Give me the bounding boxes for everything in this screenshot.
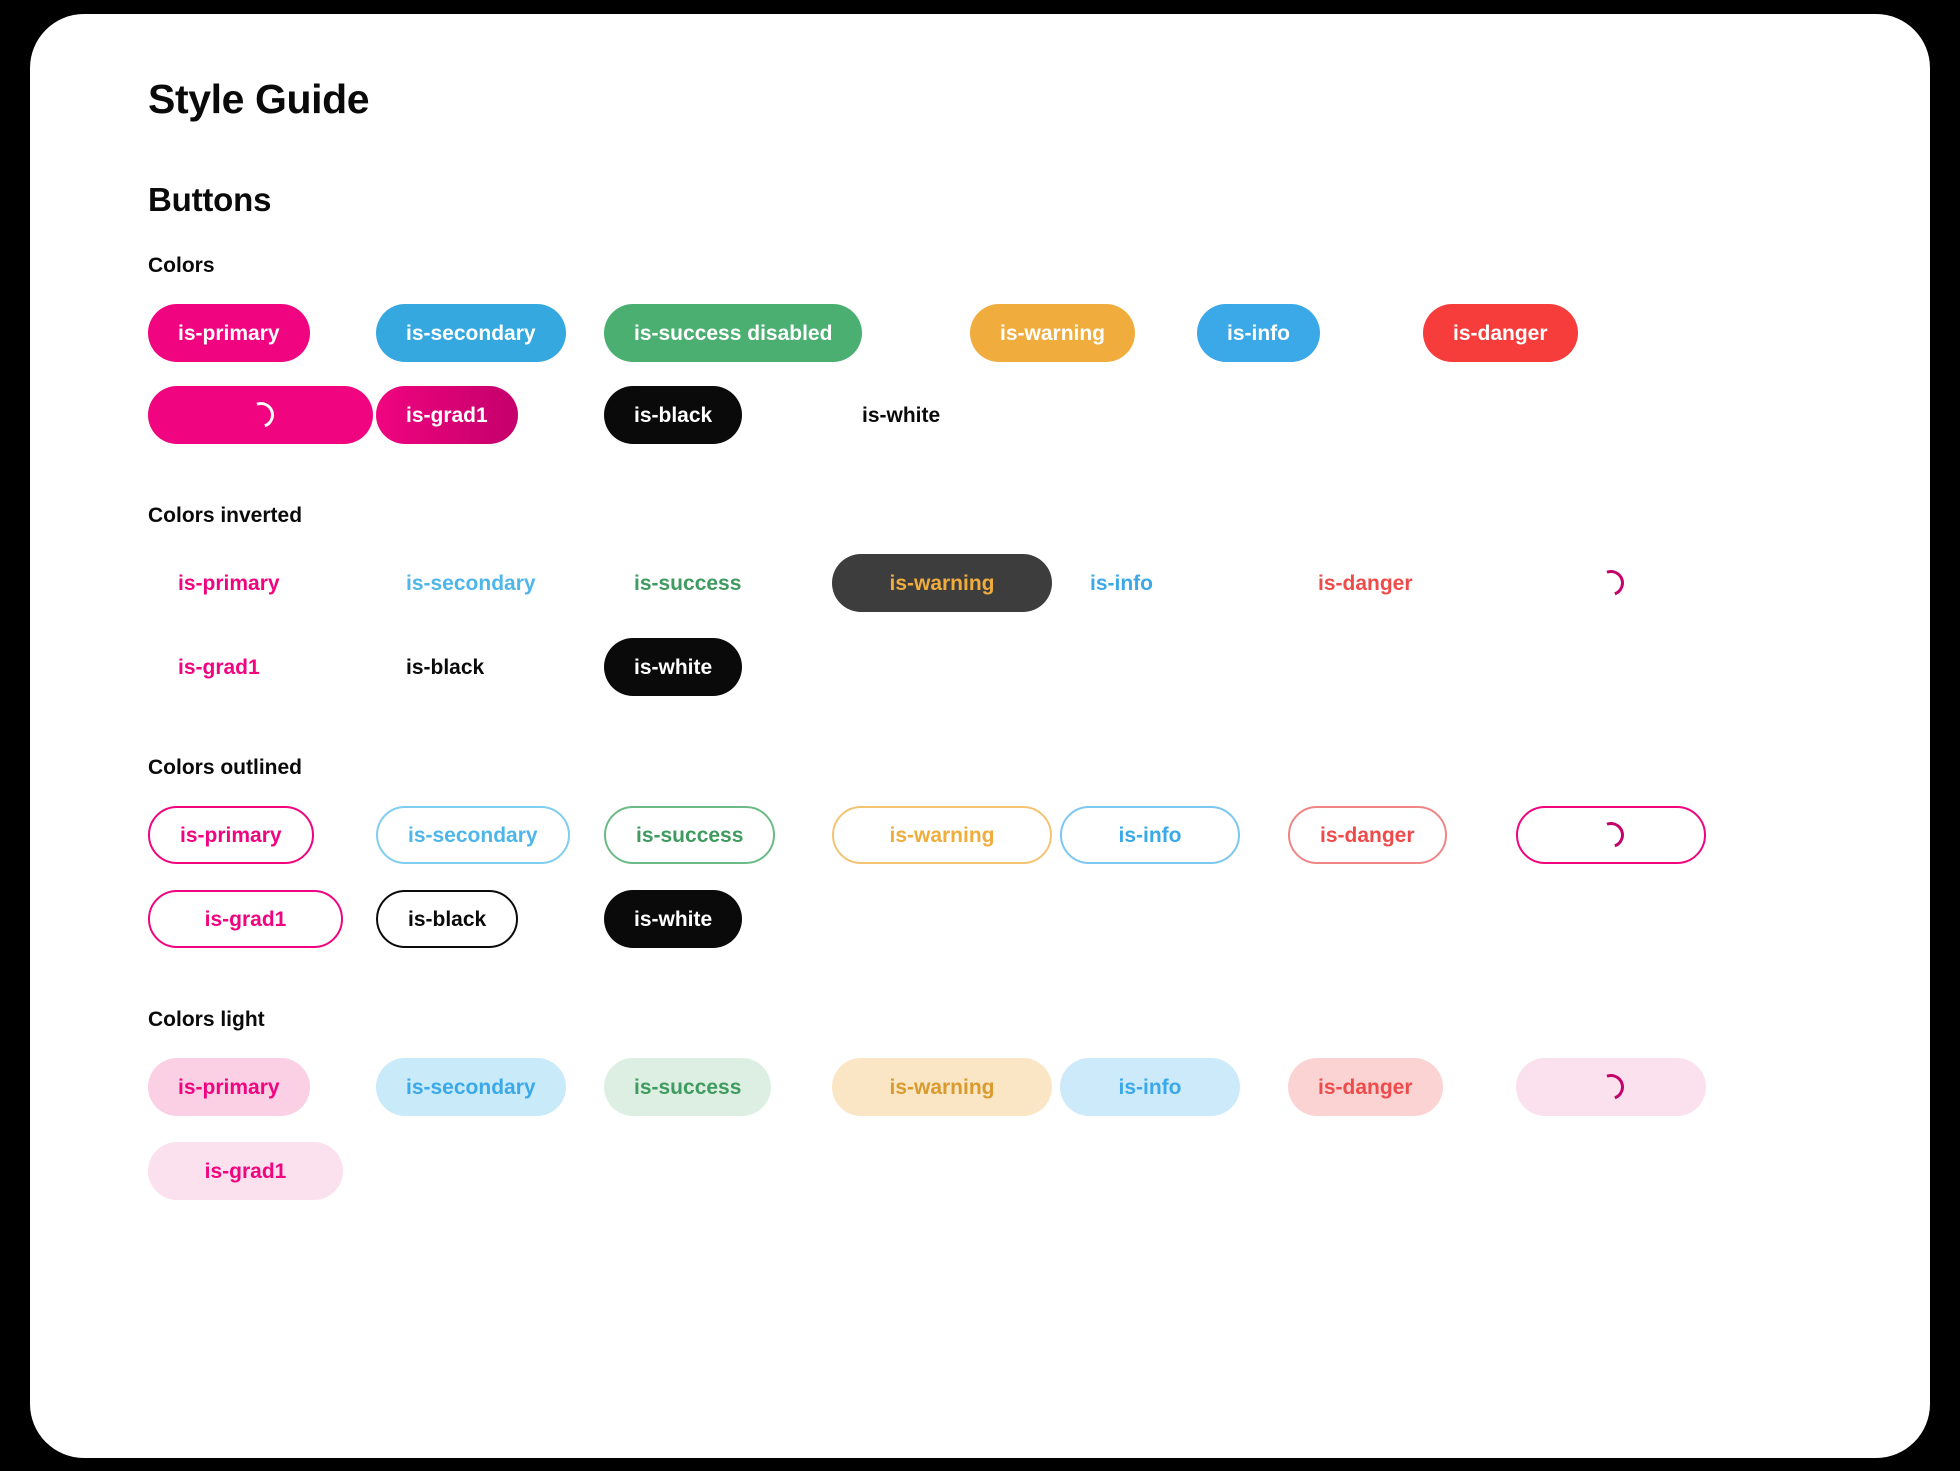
button-row-outlined-1 <box>148 806 1930 864</box>
slot <box>148 1058 376 1116</box>
slot <box>148 554 376 612</box>
button-loading-inverted[interactable] <box>1516 554 1706 612</box>
section-heading-buttons: Buttons <box>148 181 272 218</box>
button-secondary-outlined[interactable]: is-secondary <box>376 806 570 864</box>
button-row-inverted-1 <box>148 554 1930 612</box>
button-warning-inverted[interactable]: is-warning <box>832 554 1052 612</box>
button-info[interactable]: is-info <box>1197 304 1320 362</box>
button-row-colors-2 <box>148 386 1930 444</box>
button-row-inverted-2 <box>148 638 1930 696</box>
button-info-inverted[interactable]: is-info <box>1060 554 1183 612</box>
slot <box>148 638 376 696</box>
group-colors-inverted <box>148 504 1930 696</box>
button-warning[interactable]: is-warning <box>970 304 1135 362</box>
slot <box>376 554 604 612</box>
button-danger[interactable]: is-danger <box>1423 304 1578 362</box>
button-secondary-inverted[interactable]: is-secondary <box>376 554 566 612</box>
button-secondary[interactable]: is-secondary <box>376 304 566 362</box>
slot <box>1197 304 1423 362</box>
slot <box>1060 806 1288 864</box>
slot <box>148 304 376 362</box>
slot <box>1516 806 1744 864</box>
button-warning-outlined[interactable]: is-warning <box>832 806 1052 864</box>
button-row-colors-1 <box>148 304 1930 362</box>
slot <box>1288 1058 1516 1116</box>
group-colors <box>148 254 1930 444</box>
button-danger-outlined[interactable]: is-danger <box>1288 806 1447 864</box>
slot <box>1288 806 1516 864</box>
button-row-outlined-2 <box>148 890 1930 948</box>
button-grad1-inverted[interactable]: is-grad1 <box>148 638 290 696</box>
subsection-colors: Colors <box>148 254 215 277</box>
button-white-outlined[interactable]: is-white <box>604 890 742 948</box>
slot <box>376 806 604 864</box>
button-white[interactable]: is-white <box>832 386 970 444</box>
button-grad1-outlined[interactable]: is-grad1 <box>148 890 343 948</box>
button-black-outlined[interactable]: is-black <box>376 890 518 948</box>
slot <box>148 1142 376 1200</box>
slot <box>604 554 832 612</box>
slot <box>148 806 376 864</box>
slot <box>1516 554 1744 612</box>
slot <box>604 638 832 696</box>
subsection-colors-outlined: Colors outlined <box>148 756 302 779</box>
slot <box>832 806 1060 864</box>
button-warning-light[interactable]: is-warning <box>832 1058 1052 1116</box>
slot <box>1060 1058 1288 1116</box>
slot <box>604 386 832 444</box>
loading-spinner-icon <box>1598 570 1624 596</box>
button-success-inverted[interactable]: is-success <box>604 554 771 612</box>
slot <box>376 1058 604 1116</box>
button-danger-light[interactable]: is-danger <box>1288 1058 1443 1116</box>
subsection-colors-inverted: Colors inverted <box>148 504 303 527</box>
slot <box>1423 304 1651 362</box>
button-loading-light[interactable] <box>1516 1058 1706 1116</box>
slot <box>604 1058 832 1116</box>
button-danger-inverted[interactable]: is-danger <box>1288 554 1443 612</box>
button-success-outlined[interactable]: is-success <box>604 806 775 864</box>
button-info-light[interactable]: is-info <box>1060 1058 1240 1116</box>
slot <box>970 304 1197 362</box>
button-row-light-2 <box>148 1142 1930 1200</box>
slot <box>604 806 832 864</box>
button-white-inverted[interactable]: is-white <box>604 638 742 696</box>
slot <box>832 554 1060 612</box>
button-grad1-light[interactable]: is-grad1 <box>148 1142 343 1200</box>
slot <box>832 386 1060 444</box>
button-black-inverted[interactable]: is-black <box>376 638 514 696</box>
button-loading-outlined[interactable] <box>1516 806 1706 864</box>
button-black[interactable]: is-black <box>604 386 742 444</box>
slot <box>604 890 832 948</box>
slot <box>376 386 604 444</box>
slot <box>1516 1058 1744 1116</box>
slot <box>376 304 604 362</box>
button-loading[interactable] <box>148 386 373 444</box>
style-guide-page <box>30 14 1930 1200</box>
subsection-colors-light: Colors light <box>148 1008 265 1031</box>
slot <box>148 386 376 444</box>
slot <box>832 1058 1060 1116</box>
group-colors-outlined <box>148 756 1930 948</box>
loading-spinner-icon <box>1598 822 1624 848</box>
button-primary-inverted[interactable]: is-primary <box>148 554 310 612</box>
button-primary[interactable]: is-primary <box>148 304 310 362</box>
button-success-light[interactable]: is-success <box>604 1058 771 1116</box>
slot <box>376 890 604 948</box>
button-info-outlined[interactable]: is-info <box>1060 806 1240 864</box>
slot <box>1288 554 1516 612</box>
page-title: Style Guide <box>148 76 370 122</box>
button-secondary-light[interactable]: is-secondary <box>376 1058 566 1116</box>
slot <box>148 890 376 948</box>
slot <box>604 304 970 362</box>
button-success-disabled[interactable]: is-success disabled <box>604 304 862 362</box>
button-primary-outlined[interactable]: is-primary <box>148 806 314 864</box>
slot <box>376 638 604 696</box>
button-primary-light[interactable]: is-primary <box>148 1058 310 1116</box>
button-grad1[interactable]: is-grad1 <box>376 386 518 444</box>
loading-spinner-icon <box>1598 1074 1624 1100</box>
button-row-light-1 <box>148 1058 1930 1116</box>
slot <box>1060 554 1288 612</box>
device-frame <box>30 14 1930 1458</box>
group-colors-light <box>148 1008 1930 1200</box>
loading-spinner-icon <box>248 402 274 428</box>
